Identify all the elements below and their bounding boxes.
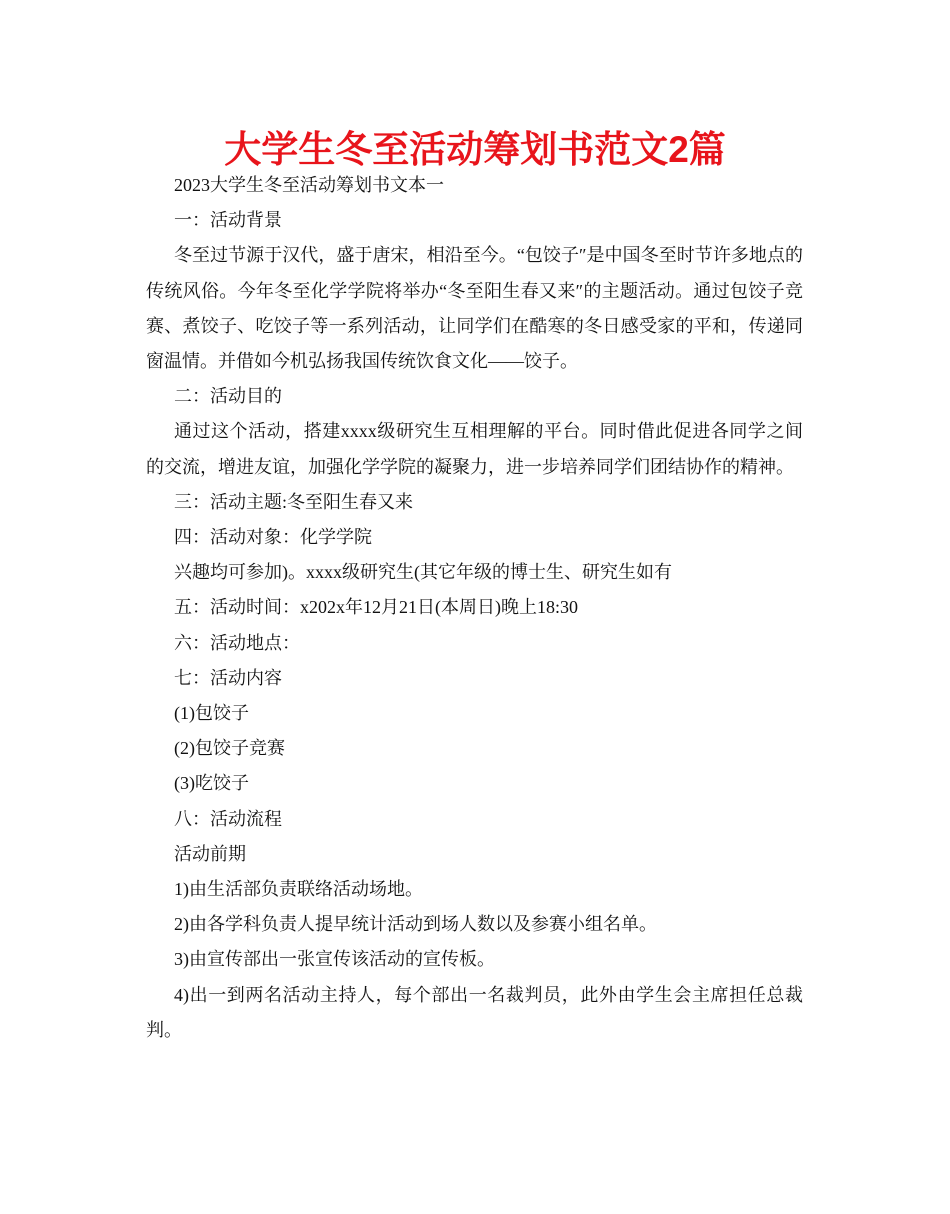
subheading: 活动前期 — [174, 843, 246, 864]
section-heading: 三：活动主题:冬至阳生春又来 — [174, 491, 413, 512]
list-item: 3)由宣传部出一张宣传该活动的宣传板。 — [174, 949, 495, 970]
section-heading: 六：活动地点： — [174, 632, 300, 653]
list-item: 2)由各学科负责人提早统计活动到场人数以及参赛小组名单。 — [174, 914, 657, 935]
section-heading: 七：活动内容 — [174, 667, 282, 688]
paragraph: 冬至过节源于汉代，盛于唐宋，相沿至今。“包饺子″是中国冬至时节许多地点的传统风俗。今年冬至化学学院将举办“冬至阳生春又来″的主题活动。通过包饺子竞赛、煮饺子、吃饺子等一系列活动，让同学们在酷寒的冬日感受家的平和，传递同窗温情。并借如今机弘扬我国传统饮食文化——饺子。 — [146, 245, 803, 372]
document-body — [146, 168, 803, 1048]
section-heading: 四：活动对象：化学学院 — [174, 527, 372, 548]
list-item: (1)包饺子 — [174, 703, 249, 724]
section-heading: 八：活动流程 — [174, 808, 282, 829]
list-item: 4)出一到两名活动主持人，每个部出一名裁判员，此外由学生会主席担任总裁判。 — [146, 984, 803, 1040]
section-heading: 二：活动目的 — [174, 386, 282, 407]
section-heading: 五：活动时间：x202x年12月21日(本周日)晚上18:30 — [174, 597, 578, 618]
document-title: 大学生冬至活动筹划书范文2篇 — [224, 129, 726, 170]
subtitle: 2023大学生冬至活动筹划书文本一 — [174, 175, 444, 195]
paragraph: 通过这个活动，搭建xxxx级研究生互相理解的平台。同时借此促进各同学之间的交流，增进友谊，加强化学学院的凝聚力，进一步培养同学们团结协作的精神。 — [146, 421, 803, 477]
list-item: (2)包饺子竞赛 — [174, 738, 285, 759]
section-heading: 一：活动背景 — [174, 210, 282, 231]
paragraph: 兴趣均可参加)。xxxx级研究生(其它年级的博士生、研究生如有 — [174, 562, 672, 583]
list-item: (3)吃饺子 — [174, 773, 249, 794]
list-item: 1)由生活部负责联络活动场地。 — [174, 879, 423, 900]
